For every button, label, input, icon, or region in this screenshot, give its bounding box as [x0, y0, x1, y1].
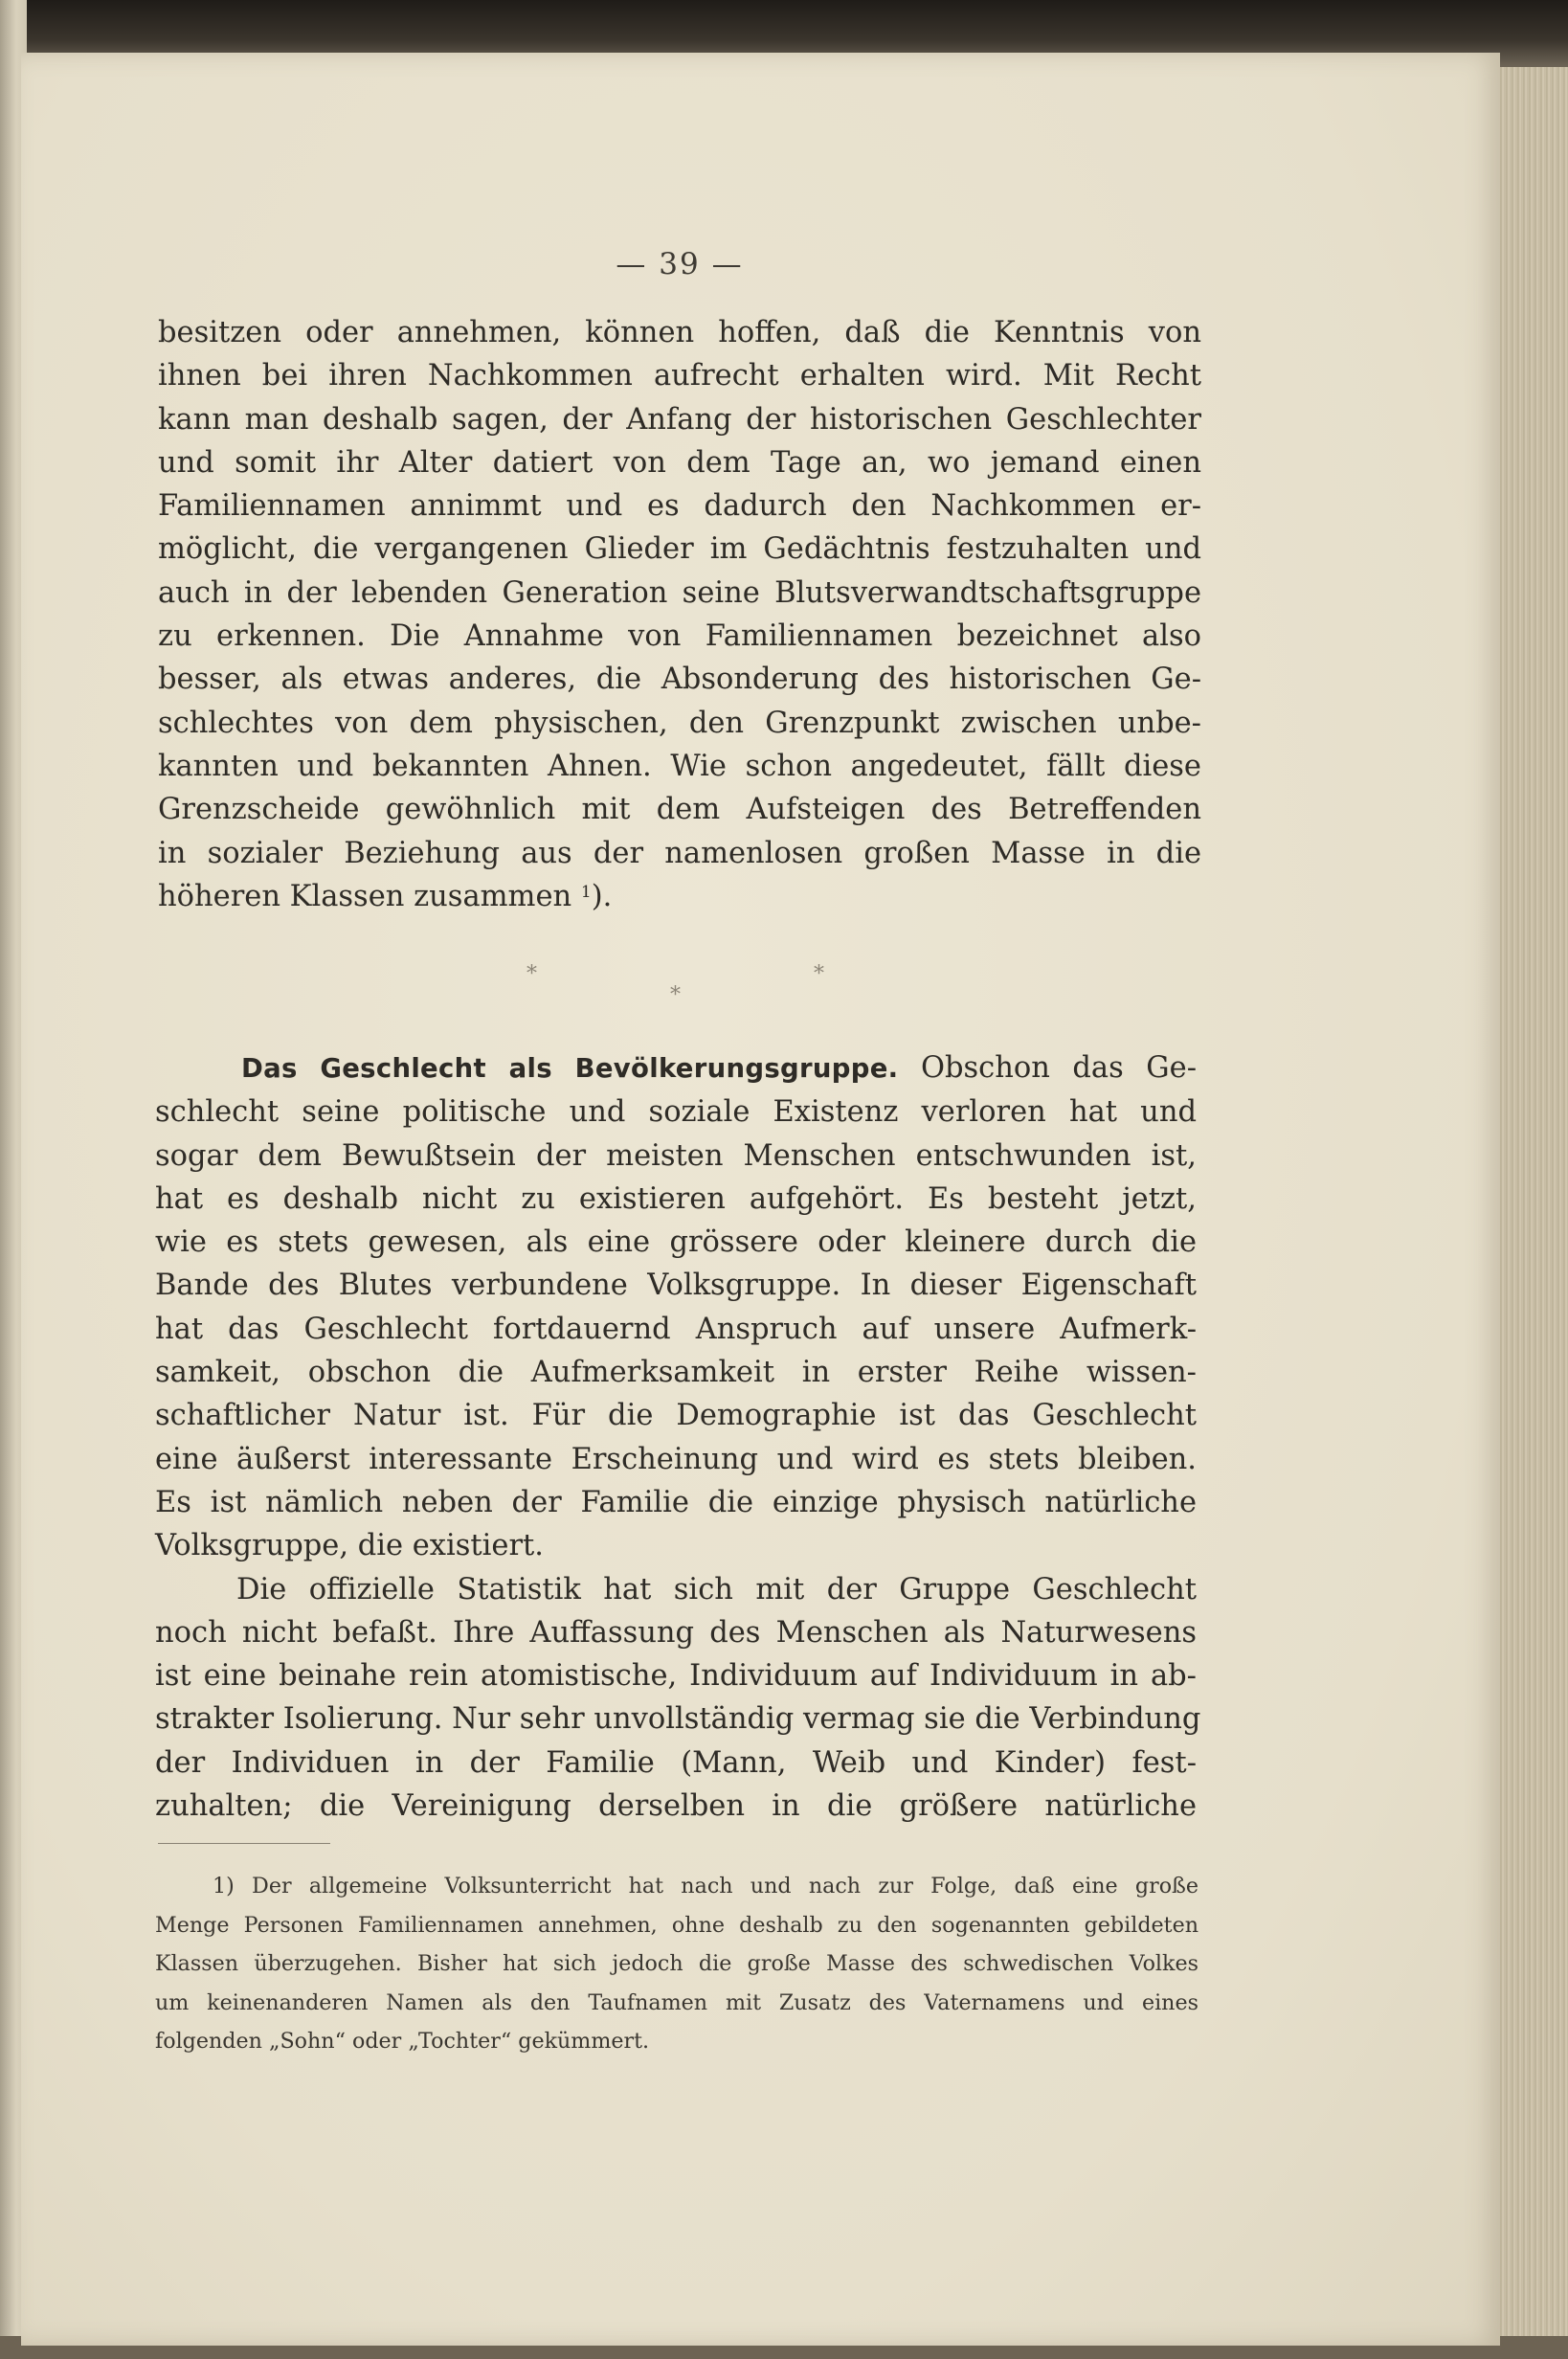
text-line: Grenzscheide gewöhnlich mit dem Aufsteigen des Betreffenden — [158, 793, 1201, 827]
text-line: Die offizielle Statistik hat sich mit der Gruppe Geschlecht — [236, 1572, 1197, 1606]
paragraph-2 — [155, 1046, 1201, 1828]
page-stack-edge — [1493, 67, 1568, 2359]
asterisk: * — [814, 962, 824, 986]
text-line: Es ist nämlich neben der Familie die einzige physisch natürliche — [155, 1485, 1197, 1519]
paragraph-1 — [158, 311, 1201, 918]
text-line: zu erkennen. Die Annahme von Familiennamen bezeichnet also — [158, 619, 1201, 654]
text-line: strakter Isolierung. Nur sehr unvollständig vermag sie die Verbindung — [155, 1702, 1201, 1737]
text-line: der Individuen in der Familie (Mann, Weib und Kinder) fest- — [155, 1745, 1197, 1780]
text-line: schaftlicher Natur ist. Für die Demographie ist das Geschlecht — [155, 1399, 1197, 1433]
section-heading: Das Geschlecht als Bevölkerungsgruppe. — [241, 1053, 899, 1084]
text-line: möglicht, die vergangenen Glieder im Gedächtnis festzuhalten und — [158, 532, 1201, 567]
paragraph-1-end: ). — [591, 879, 613, 913]
paragraph-1-last-line: höheren Klassen zusammen — [158, 879, 572, 913]
text-line: kann man deshalb sagen, der Anfang der historischen Geschlechter — [158, 402, 1201, 437]
text-line: wie es stets gewesen, als eine grössere oder kleinere durch die — [155, 1225, 1197, 1260]
text-line: hat das Geschlecht fortdauernd Anspruch auf unsere Aufmerk- — [155, 1312, 1197, 1346]
footnote-separator — [158, 1843, 330, 1844]
text-line: kannten und bekannten Ahnen. Wie schon angedeutet, fällt diese — [158, 749, 1201, 783]
text-line: in sozialer Beziehung aus der namenlosen großen Masse in die — [158, 836, 1201, 870]
text-line: ihnen bei ihren Nachkommen aufrecht erhalten wird. Mit Recht — [158, 359, 1201, 393]
text-line: und somit ihr Alter datiert von dem Tage an, wo jemand einen — [158, 445, 1201, 480]
section-divider-asterisks — [0, 962, 1359, 1020]
text-line — [155, 1046, 1197, 1090]
text-line: sogar dem Bewußtsein der meisten Menschen entschwunden ist, — [155, 1138, 1197, 1173]
asterisk: * — [670, 983, 681, 1007]
text-line — [158, 875, 1201, 918]
page-number: — 39 — — [616, 247, 744, 281]
text-line: Bande des Blutes verbundene Volksgruppe. In dieser Eigenschaft — [155, 1269, 1197, 1303]
footnote-reference[interactable]: 1 — [580, 882, 592, 902]
footnote-line: 1) Der allgemeine Volksunterricht hat nach und nach zur Folge, daß eine große — [213, 1874, 1198, 1898]
text-line: besser, als etwas anderes, die Absonderung des historischen Ge- — [158, 663, 1201, 697]
asterisk: * — [526, 962, 537, 986]
footnote-line: folgenden „Sohn“ oder „Tochter“ gekümmert. — [155, 2029, 650, 2054]
footnote-line: Klassen überzugehen. Bisher hat sich jedoch die große Masse des schwedischen Volkes — [155, 1951, 1198, 1976]
text-line: auch in der lebenden Generation seine Blutsverwandtschaftsgruppe — [158, 575, 1201, 610]
text-line: noch nicht befaßt. Ihre Auffassung des Menschen als Naturwesens — [155, 1615, 1197, 1650]
text-line: Familiennamen annimmt und es dadurch den Nachkommen er- — [158, 489, 1201, 524]
text-line: schlecht seine politische und soziale Existenz verloren hat und — [155, 1095, 1197, 1130]
text-line: Volksgruppe, die existiert. — [155, 1529, 544, 1563]
text-line: samkeit, obschon die Aufmerksamkeit in erster Reihe wissen- — [155, 1356, 1197, 1390]
footnote — [155, 1867, 1198, 2061]
text-line: hat es deshalb nicht zu existieren aufgehört. Es besteht jetzt, — [155, 1181, 1197, 1216]
section-heading-rest: Obschon das Ge- — [898, 1051, 1197, 1085]
text-line: schlechtes von dem physischen, den Grenzpunkt zwischen unbe- — [158, 706, 1201, 740]
text-line: zuhalten; die Vereinigung derselben in die größere natürliche — [155, 1789, 1197, 1824]
text-line: eine äußerst interessante Erscheinung und wird es stets bleiben. — [155, 1442, 1197, 1476]
footnote-line: Menge Personen Familiennamen annehmen, ohne deshalb zu den sogenannten gebildeten — [155, 1912, 1198, 1938]
text-line: besitzen oder annehmen, können hoffen, daß die Kenntnis von — [158, 316, 1201, 349]
footnote-line: um keinenanderen Namen als den Taufnamen mit Zusatz des Vaternamens und eines — [155, 1989, 1198, 2015]
text-line: ist eine beinahe rein atomistische, Individuum auf Individuum in ab- — [155, 1659, 1197, 1694]
